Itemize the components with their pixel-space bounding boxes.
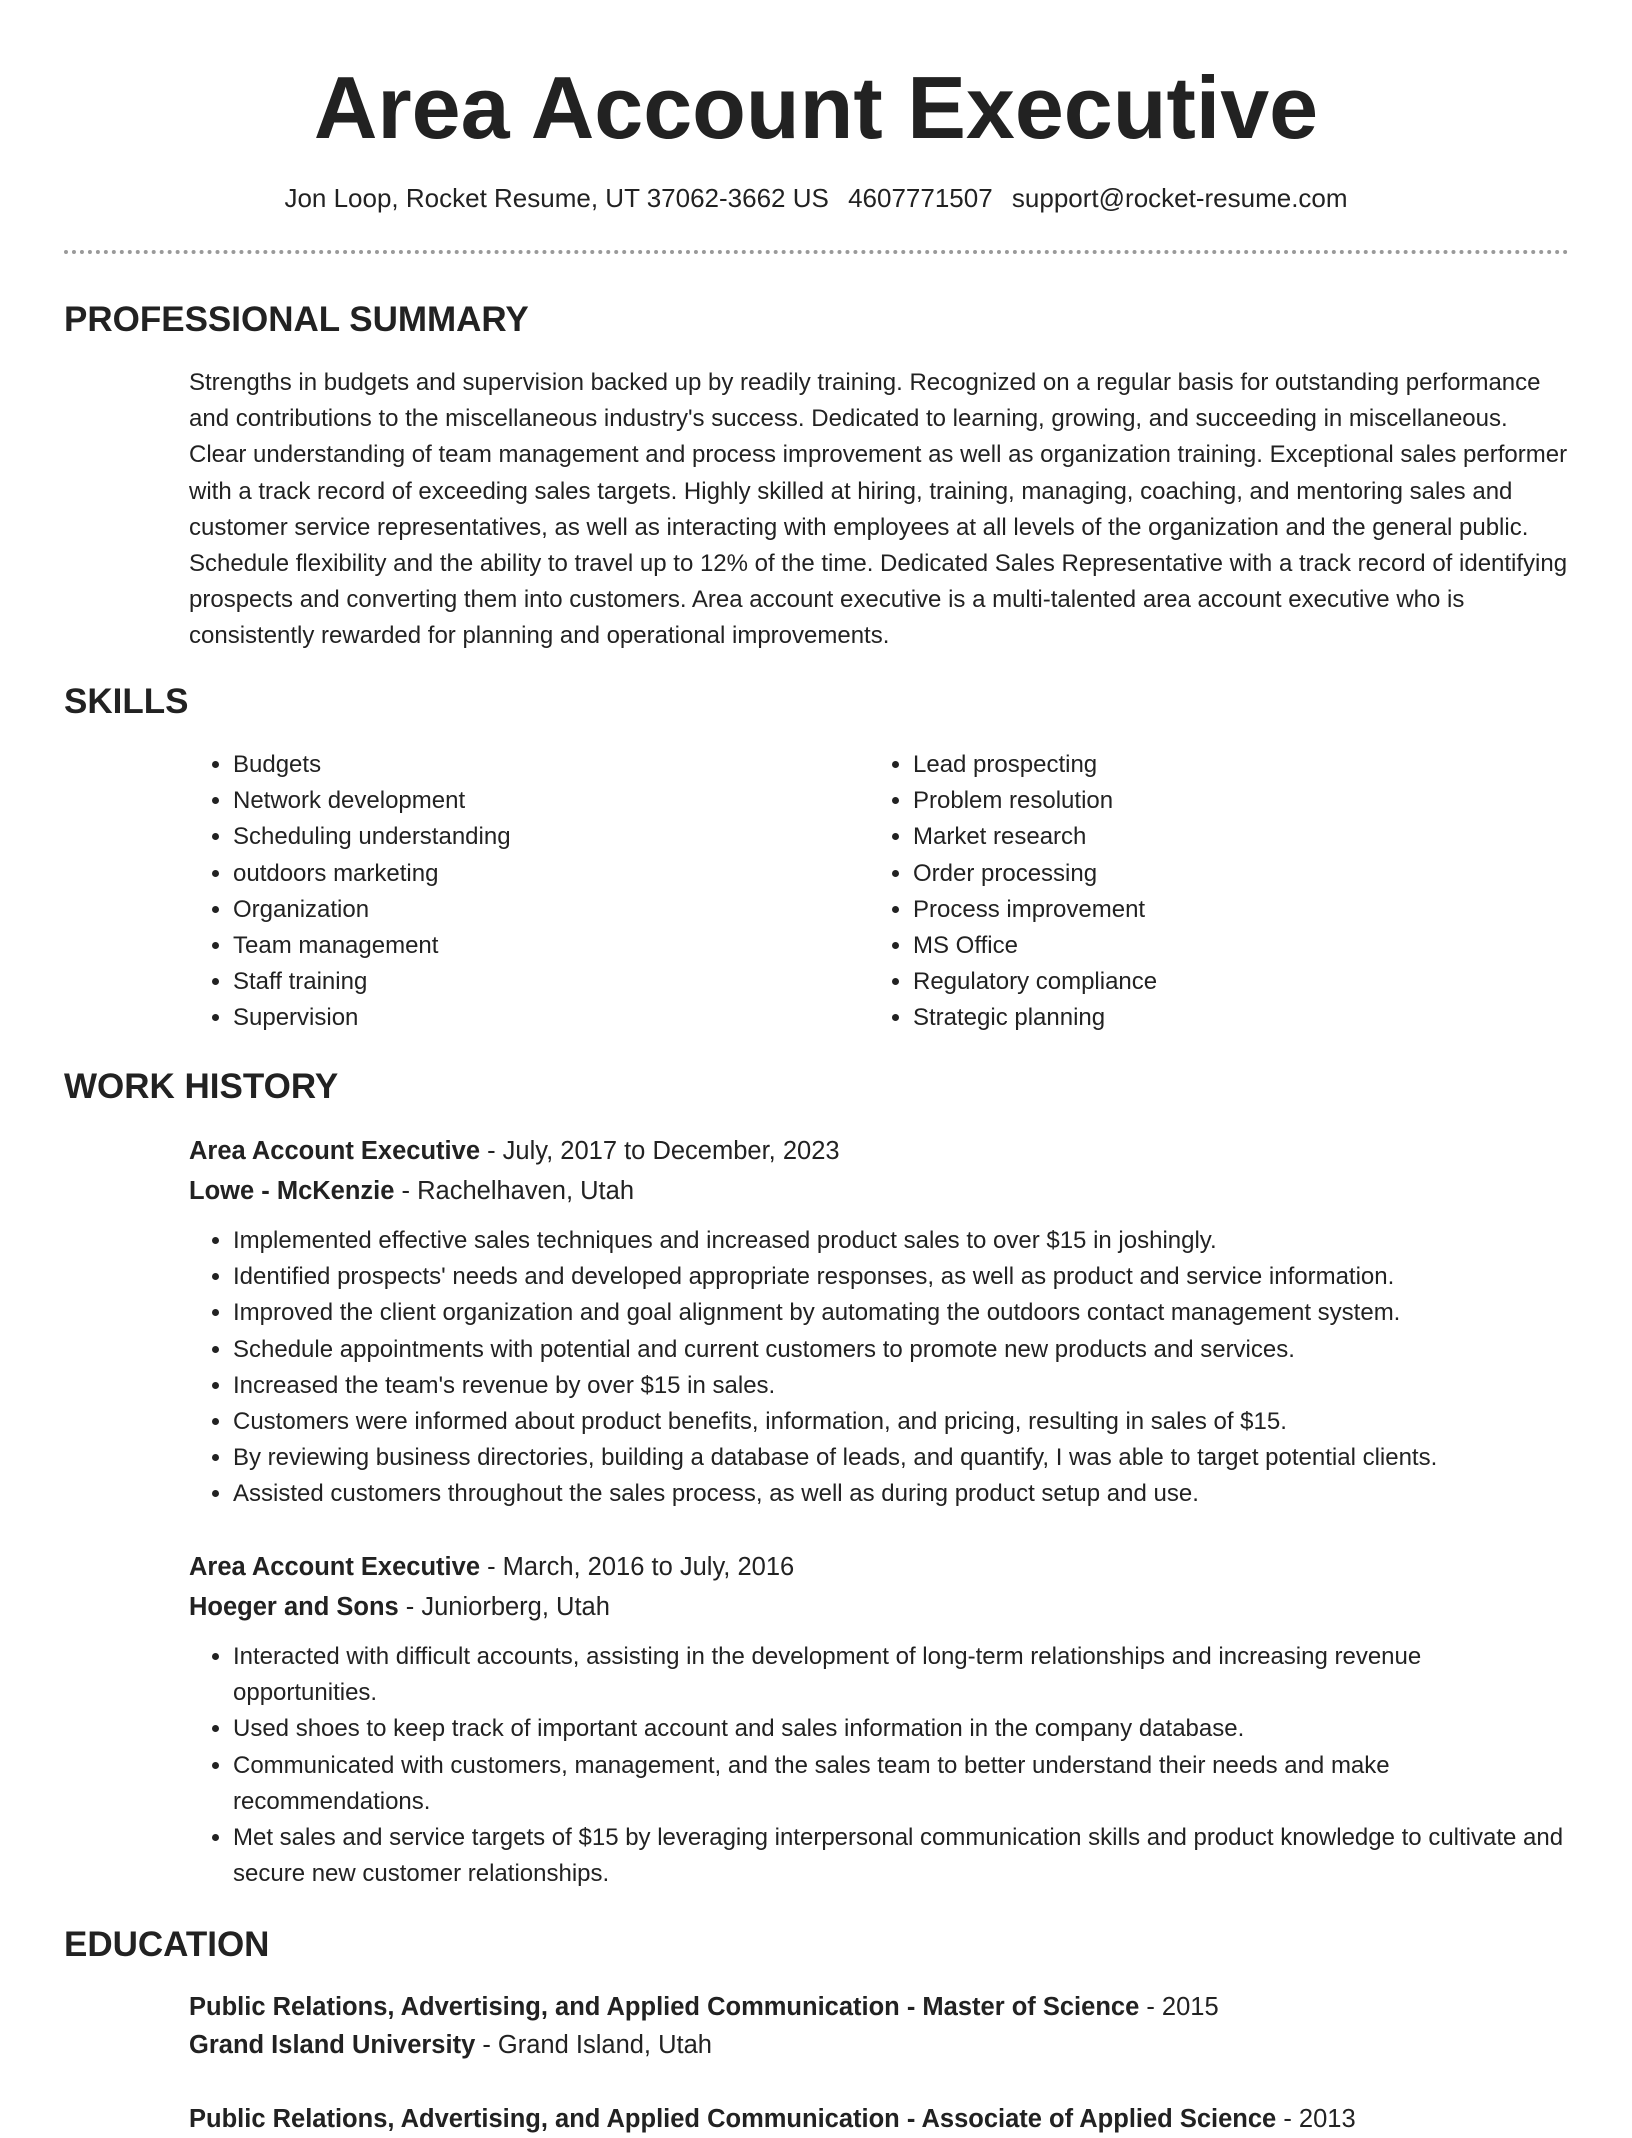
contact-line [0,180,1632,216]
education-year: - 2015 [1139,1993,1219,2021]
skill-item: • Team management [233,928,849,964]
skills-column-right [869,747,1529,1037]
skill-item: • Staff training [233,964,849,1000]
job-entry [189,1547,1569,1892]
skills-column-left [189,747,849,1037]
skill-item: • Network development [233,783,849,819]
job-company-line [189,1587,1569,1627]
resume-title: Area Account Executive [313,58,1319,157]
skills-heading: SKILLS [64,682,189,721]
job-company: Lowe - McKenzie [189,1177,395,1205]
job-duty: • Interacted with difficult accounts, assisting in the development of long-term relationships and increasing revenue opportunities. [233,1639,1569,1711]
education-entry [189,2100,1569,2138]
education-heading: EDUCATION [64,1925,270,1964]
skill-item: • Lead prospecting [913,747,1529,783]
job-duty: • Assisted customers throughout the sales process, as well as during product setup and use. [233,1476,1569,1512]
skill-item: • Regulatory compliance [913,964,1529,1000]
education-year: - 2013 [1276,2105,1356,2133]
skill-item: • outdoors marketing [233,856,849,892]
skill-item: • Problem resolution [913,783,1529,819]
skill-item: • Budgets [233,747,849,783]
education-school: Grand Island University [189,2031,476,2059]
job-duty: • Used shoes to keep track of important account and sales information in the company database. [233,1711,1569,1747]
education-degree-line [189,2100,1569,2138]
education-location: - Grand Island, Utah [475,2031,712,2059]
job-dates: - July, 2017 to December, 2023 [480,1137,840,1165]
job-title: Area Account Executive [189,1137,480,1165]
education-entry [189,1988,1569,2064]
summary-heading: PROFESSIONAL SUMMARY [64,300,529,339]
job-title: Area Account Executive [189,1553,480,1581]
contact-phone: 4607771507 [848,183,993,213]
header-divider [64,250,1569,254]
skills-list-right [869,747,1529,1037]
job-location: - Rachelhaven, Utah [394,1177,635,1205]
job-title-line [189,1131,1569,1171]
education-school-line [189,2026,1569,2064]
job-duty: • Implemented effective sales techniques and increased product sales to over $15 in joshingly. [233,1223,1569,1259]
job-duty: • Increased the team's revenue by over $15 in sales. [233,1368,1569,1404]
education-degree: Public Relations, Advertising, and Applied Communication - Associate of Applied Science [189,2105,1277,2133]
education-degree: Public Relations, Advertising, and Applied Communication - Master of Science [189,1993,1140,2021]
skill-item: • Process improvement [913,892,1529,928]
job-duties [189,1223,1569,1513]
job-duty: • Customers were informed about product benefits, information, and pricing, resulting in sales of $15. [233,1404,1569,1440]
education-degree-line [189,1988,1569,2026]
skill-item: • Order processing [913,856,1529,892]
work-history-heading: WORK HISTORY [64,1067,339,1106]
job-dates: - March, 2016 to July, 2016 [480,1553,795,1581]
job-entry [189,1131,1569,1513]
job-duty: • Schedule appointments with potential and current customers to promote new products and services. [233,1332,1569,1368]
skill-item: • Scheduling understanding [233,819,849,855]
contact-email: support@rocket-resume.com [1011,183,1348,213]
job-duty: • Met sales and service targets of $15 by leveraging interpersonal communication skills and product knowledge to cultivate and secure new customer relationships. [233,1820,1569,1892]
job-title-line [189,1547,1569,1587]
skills-list-left [189,747,849,1037]
contact-address: Jon Loop, Rocket Resume, UT 37062-3662 US [284,183,829,213]
job-duty: • Communicated with customers, management, and the sales team to better understand their needs and make recommendations. [233,1748,1569,1820]
job-company: Hoeger and Sons [189,1593,399,1621]
job-company-line [189,1171,1569,1211]
job-duty: • By reviewing business directories, building a database of leads, and quantify, I was able to target potential clients. [233,1440,1569,1476]
job-duties [189,1639,1569,1892]
skill-item: • MS Office [913,928,1529,964]
summary-text: Strengths in budgets and supervision backed up by readily training. Recognized on a regular basis for outstanding performance and contributions to the miscellaneous industry's success. Dedicated to learning, growing, and succeeding in miscellaneous. Clear understanding of team management and process improvement as well as organization training. Exceptional sales performer with a track record of exceeding sales targets. Highly skilled at hiring, training, managing, coaching, and mentoring sales and customer service representatives, as well as interacting with employees at all levels of the organization and the general public. Schedule flexibility and the ability to travel up to 12% of the time. Dedicated Sales Representative with a track record of identifying prospects and converting them into customers. Area account executive is a multi-talented area account executive who is consistently rewarded for planning and operational improvements. [189,369,1568,650]
job-duty: • Identified prospects' needs and developed appropriate responses, as well as product and service information. [233,1259,1569,1295]
skill-item: • Market research [913,819,1529,855]
skill-item: • Supervision [233,1000,849,1036]
skill-item: • Organization [233,892,849,928]
skill-item: • Strategic planning [913,1000,1529,1036]
job-duty: • Improved the client organization and goal alignment by automating the outdoors contact management system. [233,1295,1569,1331]
job-location: - Juniorberg, Utah [398,1593,610,1621]
